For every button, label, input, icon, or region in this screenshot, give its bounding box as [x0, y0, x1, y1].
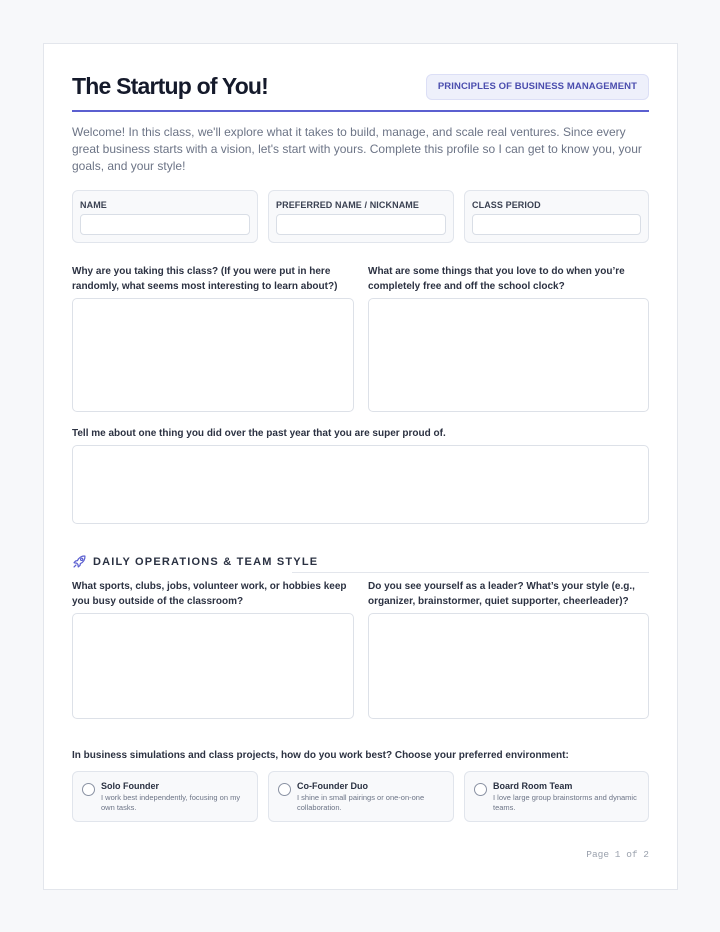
course-badge: PRINCIPLES OF BUSINESS MANAGEMENT	[426, 74, 649, 100]
free-time-answer[interactable]	[368, 298, 649, 412]
option-name: Co-Founder Duo	[297, 781, 368, 791]
name-input[interactable]	[80, 214, 250, 235]
radio-button[interactable]	[82, 783, 95, 796]
activities-answer[interactable]	[72, 613, 354, 719]
nickname-field-label: PREFERRED NAME / NICKNAME	[276, 200, 420, 210]
page-number: Page 1 of 2	[586, 849, 649, 860]
option-description: I shine in small pairings or one-on-one collaboration.	[297, 793, 425, 812]
nickname-field-box	[268, 190, 454, 243]
name-field-label: NAME	[80, 200, 107, 210]
intro-paragraph: Welcome! In this class, we'll explore what it takes to build, manage, and scale real ventures. Since every great business starts with a vision, let's start with yours. Complete this profile so I can get to know you, your goals, and your style!	[72, 125, 642, 173]
proud-question: Tell me about one thing you did over the past year that you are super proud of.	[72, 428, 446, 439]
section-title: DAILY OPERATIONS & TEAM STYLE	[93, 556, 319, 568]
free-time-question: What are some things that you love to do when you’re completely free and off the school clock?	[368, 266, 625, 292]
section-divider	[292, 572, 649, 573]
title-divider	[72, 110, 649, 112]
proud-answer[interactable]	[72, 445, 649, 524]
radio-button[interactable]	[474, 783, 487, 796]
option-description: I love large group brainstorms and dynamic teams.	[493, 793, 637, 812]
option-solo-founder[interactable]	[72, 771, 258, 822]
team-style-section-header	[72, 554, 649, 574]
page-title: The Startup of You!	[72, 73, 269, 99]
option-description: I work best independently, focusing on my own tasks.	[101, 793, 241, 812]
class-period-input[interactable]	[472, 214, 641, 235]
leader-question: Do you see yourself as a leader? What’s your style (e.g., organizer, brainstormer, quiet supporter, cheerleader)?	[368, 581, 635, 607]
class-period-field-box	[464, 190, 649, 243]
rocket-icon	[72, 554, 87, 569]
option-name: Solo Founder	[101, 781, 159, 791]
why-class-answer[interactable]	[72, 298, 354, 412]
radio-button[interactable]	[278, 783, 291, 796]
worksheet-page	[43, 43, 678, 890]
environment-question: In business simulations and class projects, how do you work best? Choose your preferred environment:	[72, 750, 569, 761]
nickname-input[interactable]	[276, 214, 446, 235]
why-class-question: Why are you taking this class? (If you were put in here randomly, what seems most interesting to learn about?)	[72, 266, 338, 292]
name-field-box	[72, 190, 258, 243]
leader-answer[interactable]	[368, 613, 649, 719]
option-co-founder-duo[interactable]	[268, 771, 454, 822]
option-board-room-team[interactable]	[464, 771, 649, 822]
option-name: Board Room Team	[493, 781, 573, 791]
activities-question: What sports, clubs, jobs, volunteer work, or hobbies keep you busy outside of the classroom?	[72, 581, 347, 607]
class-period-field-label: CLASS PERIOD	[472, 200, 541, 210]
